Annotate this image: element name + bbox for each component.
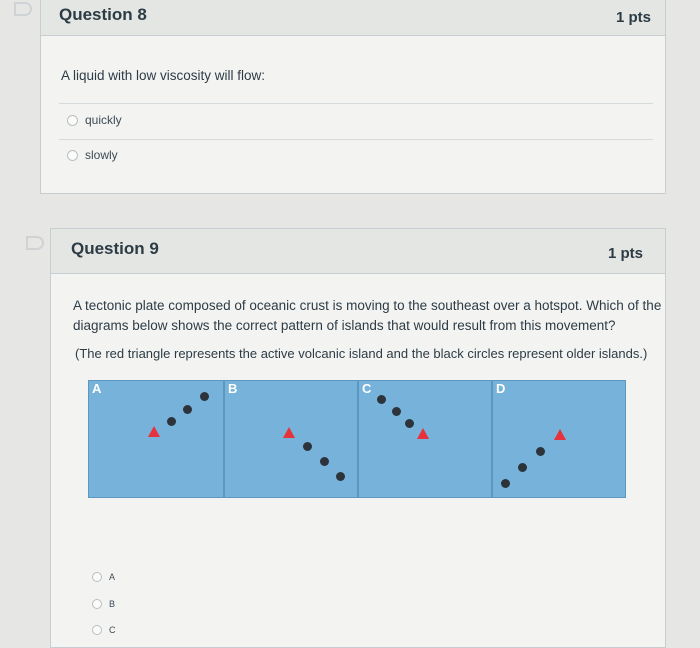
active-volcanic-island [417,428,429,439]
diagram-label: B [228,381,238,396]
older-island [303,442,312,451]
answer-label: quickly [85,113,122,127]
question-8 [40,0,666,194]
radio-button[interactable] [92,599,102,609]
answer-divider [59,139,653,140]
diagram-d [492,380,626,498]
active-volcanic-island [283,427,295,438]
radio-button[interactable] [92,572,102,582]
question-9-header [51,229,665,274]
question-9-points: 1 pts [607,245,643,262]
diagram-c [358,380,492,498]
diagram-label: D [496,381,506,396]
answer-divider [59,103,653,104]
answer-a[interactable] [92,572,115,582]
older-island [336,472,345,481]
older-island [392,407,401,416]
question-9-title: Question 9 [71,239,159,258]
answer-label: A [109,572,116,582]
diagram-b [224,380,358,498]
question-8-text: A liquid with low viscosity will flow: [61,68,266,83]
diagram-label: C [362,381,372,396]
flag-icon[interactable] [26,236,44,250]
older-island [320,457,329,466]
older-island [405,419,414,428]
question-9-note: (The red triangle represents the active volcanic island and the black circles represent older islands.) [75,346,648,361]
question-9-text-line-1: A tectonic plate composed of oceanic crust is moving to the southeast over a hotspot. Which of the [73,298,662,313]
active-volcanic-island [554,429,566,440]
older-island [501,479,510,488]
radio-button[interactable] [92,625,102,635]
older-island [183,405,192,414]
question-8-points: 1 pts [615,9,651,26]
answer-slowly[interactable] [67,148,118,162]
older-island [518,463,527,472]
answer-quickly[interactable] [67,113,122,127]
answer-label: B [109,599,116,609]
diagram-a [88,380,224,498]
older-island [167,417,176,426]
active-volcanic-island [148,426,160,437]
older-island [200,392,209,401]
answer-label: slowly [85,148,118,162]
question-9-text-line-2: diagrams below shows the correct pattern of islands that would result from this movement? [73,318,616,333]
answer-c[interactable] [92,625,116,635]
older-island [536,447,545,456]
answer-label: C [109,625,116,635]
flag-icon[interactable] [14,2,32,16]
diagram-label: A [92,381,102,396]
question-8-header [41,0,665,36]
older-island [377,395,386,404]
answer-b[interactable] [92,599,115,609]
radio-button[interactable] [67,115,78,126]
radio-button[interactable] [67,150,78,161]
question-8-title: Question 8 [59,5,147,24]
